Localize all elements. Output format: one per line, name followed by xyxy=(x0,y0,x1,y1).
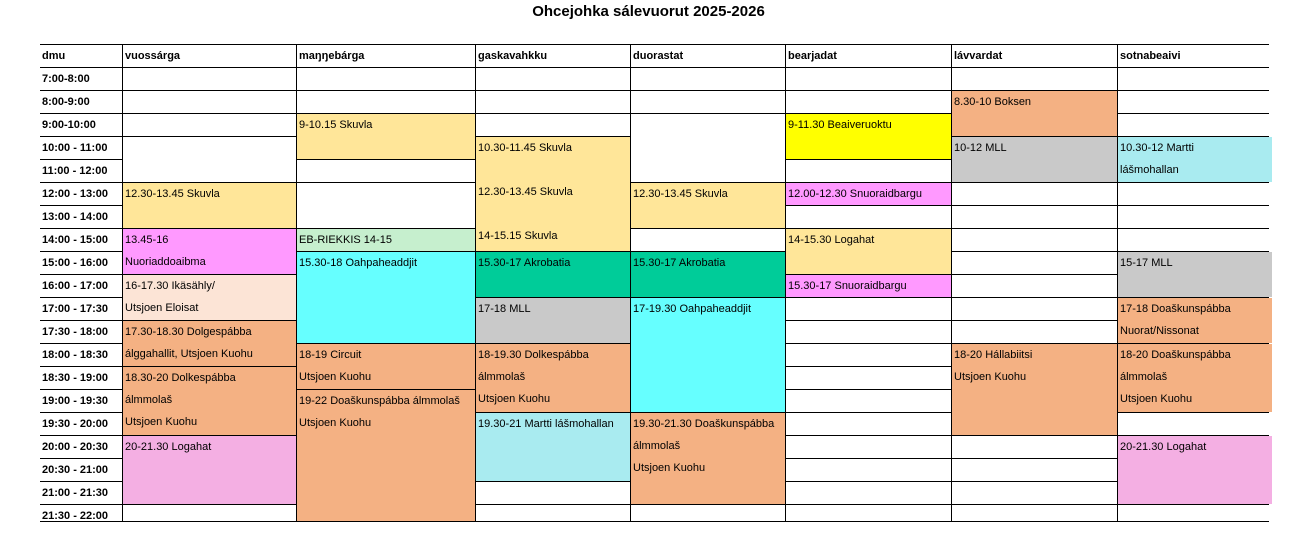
schedule-event xyxy=(476,344,630,412)
schedule-event xyxy=(123,275,296,320)
schedule-event xyxy=(297,229,475,251)
schedule-event xyxy=(786,229,951,274)
empty-cell xyxy=(476,505,630,521)
time-slot: 11:00 - 12:00 xyxy=(40,160,122,182)
event-text: 18-19 Circuit xyxy=(299,349,362,361)
event-text: Nuorat/Nissonat xyxy=(1120,325,1199,337)
empty-cell xyxy=(476,114,630,136)
empty-cell xyxy=(123,114,296,136)
empty-cell xyxy=(786,68,951,90)
schedule-table xyxy=(40,44,1269,522)
empty-cell xyxy=(786,321,951,343)
event-text: 10.30-12 Martti xyxy=(1120,142,1194,154)
event-text: 15.30-17 Snuoraidbargu xyxy=(788,280,907,292)
empty-cell xyxy=(952,206,1117,228)
empty-cell xyxy=(786,367,951,389)
empty-cell xyxy=(952,183,1117,205)
time-slot: 18:00 - 18:30 xyxy=(40,344,122,366)
time-slot: 7:00-8:00 xyxy=(40,68,122,90)
schedule-event xyxy=(123,436,296,504)
time-slot: 10:00 - 11:00 xyxy=(40,137,122,159)
time-slot: 17:30 - 18:00 xyxy=(40,321,122,343)
empty-cell xyxy=(952,68,1117,90)
empty-cell xyxy=(786,298,951,320)
event-text: 19.30-21 Martti lášmohallan xyxy=(478,418,614,430)
empty-cell xyxy=(1118,114,1272,136)
empty-cell xyxy=(631,91,785,113)
schedule-event xyxy=(476,413,630,481)
event-text xyxy=(478,203,630,225)
time-slot: 19:30 - 20:00 xyxy=(40,413,122,435)
schedule-event xyxy=(297,344,475,389)
event-text: 14-15.30 Logahat xyxy=(788,234,875,246)
event-text: 19.30-21.30 Doaškunspábba xyxy=(633,418,775,430)
empty-cell xyxy=(952,321,1117,343)
empty-cell xyxy=(1118,505,1272,521)
empty-cell xyxy=(786,505,951,521)
empty-cell xyxy=(952,298,1117,320)
event-text: 17-19.30 Oahpaheaddjit xyxy=(633,303,752,315)
time-slot: 16:00 - 17:00 xyxy=(40,275,122,297)
page-title: Ohcejohka sálevuorut 2025-2026 xyxy=(532,3,765,20)
empty-cell xyxy=(631,505,785,521)
event-text: EB-RIEKKIS 14-15 xyxy=(299,234,392,246)
column-header: duorastat xyxy=(631,45,785,67)
schedule-event xyxy=(476,298,630,343)
event-text: 19-22 Doaškunspábba álmmolaš xyxy=(299,395,460,407)
empty-cell xyxy=(631,114,785,182)
column-header: lávvardat xyxy=(952,45,1117,67)
time-slot: 20:30 - 21:00 xyxy=(40,459,122,481)
column-header: gaskavahkku xyxy=(476,45,630,67)
event-text: álggahallit, Utsjoen Kuohu xyxy=(125,348,253,360)
empty-cell xyxy=(123,68,296,90)
empty-cell xyxy=(297,68,475,90)
time-slot: 12:00 - 13:00 xyxy=(40,183,122,205)
event-text: 12.30-13.45 Skuvla xyxy=(478,186,573,198)
empty-cell xyxy=(631,229,785,251)
empty-cell xyxy=(786,160,951,182)
time-slot: 9:00-10:00 xyxy=(40,114,122,136)
schedule-event xyxy=(297,114,475,159)
event-text: 18.30-20 Dolkespábba xyxy=(125,372,236,384)
schedule-event xyxy=(297,390,475,521)
column-header: vuossárga xyxy=(123,45,296,67)
event-text: Utsjoen Kuohu xyxy=(633,462,706,474)
column-header: sotnabeaivi xyxy=(1118,45,1272,67)
empty-cell xyxy=(1118,229,1272,251)
column-header: bearjadat xyxy=(786,45,951,67)
empty-cell xyxy=(952,436,1117,458)
event-text: 10.30-11.45 Skuvla xyxy=(478,142,572,154)
event-text xyxy=(478,159,630,181)
empty-cell xyxy=(786,482,951,504)
schedule-event xyxy=(476,137,630,251)
event-text: Utsjoen Kuohu xyxy=(478,393,551,405)
event-text: Utsjoen Eloisat xyxy=(125,302,199,314)
event-text: 13.45-16 xyxy=(125,234,169,246)
empty-cell xyxy=(476,91,630,113)
empty-cell xyxy=(297,160,475,182)
schedule-event xyxy=(123,367,296,435)
empty-cell xyxy=(1118,413,1272,435)
time-slot: 14:00 - 15:00 xyxy=(40,229,122,251)
schedule-event xyxy=(952,91,1117,136)
event-text: 17-18 Doaškunspábba xyxy=(1120,303,1231,315)
empty-cell xyxy=(786,413,951,435)
time-slot: 13:00 - 14:00 xyxy=(40,206,122,228)
column-header: dmu xyxy=(40,45,122,67)
empty-cell xyxy=(123,91,296,113)
event-text: 20-21.30 Logahat xyxy=(1120,441,1207,453)
empty-cell xyxy=(297,91,475,113)
empty-cell xyxy=(952,482,1117,504)
schedule-event xyxy=(631,413,785,504)
event-text: Utsjoen Kuohu xyxy=(1120,393,1193,405)
schedule-event xyxy=(1118,252,1272,297)
event-text: 8.30-10 Boksen xyxy=(954,96,1032,108)
schedule-event xyxy=(1118,298,1272,343)
event-text: Utsjoen Kuohu xyxy=(299,417,372,429)
time-slot: 20:00 - 20:30 xyxy=(40,436,122,458)
empty-cell xyxy=(786,390,951,412)
empty-cell xyxy=(476,482,630,504)
event-text: 15.30-17 Akrobatia xyxy=(633,257,726,269)
time-slot: 21:30 - 22:00 xyxy=(40,505,122,521)
empty-cell xyxy=(786,206,951,228)
event-text: 9-10.15 Skuvla xyxy=(299,119,373,131)
empty-cell xyxy=(631,68,785,90)
schedule-event xyxy=(476,252,630,297)
empty-cell xyxy=(952,505,1117,521)
empty-cell xyxy=(1118,91,1272,113)
event-text: 18-20 Doaškunspábba xyxy=(1120,349,1231,361)
event-text: Utsjoen Kuohu xyxy=(299,371,372,383)
empty-cell xyxy=(297,183,475,228)
schedule-event xyxy=(1118,137,1272,182)
event-text: 20-21.30 Logahat xyxy=(125,441,212,453)
schedule-event xyxy=(631,298,785,412)
empty-cell xyxy=(123,505,296,521)
event-text: Utsjoen Kuohu xyxy=(954,371,1027,383)
schedule-event xyxy=(123,183,296,228)
event-text: 12.30-13.45 Skuvla xyxy=(633,188,728,200)
event-text: 18-19.30 Dolkespábba xyxy=(478,349,589,361)
empty-cell xyxy=(1118,183,1272,205)
schedule-event xyxy=(786,275,951,297)
schedule-event xyxy=(123,321,296,366)
schedule-event xyxy=(952,344,1117,435)
empty-cell xyxy=(786,344,951,366)
schedule-event xyxy=(631,252,785,297)
time-slot: 19:00 - 19:30 xyxy=(40,390,122,412)
event-text: 12.00-12.30 Snuoraidbargu xyxy=(788,188,922,200)
empty-cell xyxy=(952,229,1117,251)
event-text: álmmolaš xyxy=(478,371,526,383)
event-text: álmmolaš xyxy=(1120,371,1168,383)
event-text: 15-17 MLL xyxy=(1120,257,1173,269)
event-text: 10-12 MLL xyxy=(954,142,1007,154)
time-slot: 21:00 - 21:30 xyxy=(40,482,122,504)
time-slot: 15:00 - 16:00 xyxy=(40,252,122,274)
event-text: 17-18 MLL xyxy=(478,303,531,315)
empty-cell xyxy=(476,68,630,90)
event-text: 9-11.30 Beaiveruoktu xyxy=(788,119,892,131)
schedule-event xyxy=(786,114,951,159)
event-text: 18-20 Hállabiitsi xyxy=(954,349,1033,361)
time-slot: 8:00-9:00 xyxy=(40,91,122,113)
schedule-event xyxy=(297,252,475,343)
schedule-event xyxy=(786,183,951,205)
empty-cell xyxy=(123,137,296,182)
time-slot: 18:30 - 19:00 xyxy=(40,367,122,389)
event-text: álmmolaš xyxy=(633,440,681,452)
empty-cell xyxy=(786,459,951,481)
event-text: 17.30-18.30 Dolgespábba xyxy=(125,326,252,338)
event-text: Utsjoen Kuohu xyxy=(125,416,198,428)
event-text: 14-15.15 Skuvla xyxy=(478,230,558,242)
schedule-event xyxy=(1118,436,1272,504)
event-text: 12.30-13.45 Skuvla xyxy=(125,188,220,200)
empty-cell xyxy=(1118,206,1272,228)
schedule-event xyxy=(952,137,1117,182)
schedule-event xyxy=(631,183,785,228)
empty-cell xyxy=(952,252,1117,274)
empty-cell xyxy=(1118,68,1272,90)
empty-cell xyxy=(786,91,951,113)
event-text: lášmohallan xyxy=(1120,164,1179,176)
event-text: 16-17.30 Ikäsähly/ xyxy=(125,280,215,292)
schedule-event xyxy=(123,229,296,274)
time-slot: 17:00 - 17:30 xyxy=(40,298,122,320)
event-text: Nuoriaddoaibma xyxy=(125,256,206,268)
empty-cell xyxy=(952,459,1117,481)
event-text: álmmolaš xyxy=(125,394,173,406)
empty-cell xyxy=(786,436,951,458)
empty-cell xyxy=(952,275,1117,297)
event-text: 15.30-17 Akrobatia xyxy=(478,257,571,269)
event-text: 15.30-18 Oahpaheaddjit xyxy=(299,257,418,269)
column-header: maŋŋebárga xyxy=(297,45,475,67)
schedule-event xyxy=(1118,344,1272,412)
